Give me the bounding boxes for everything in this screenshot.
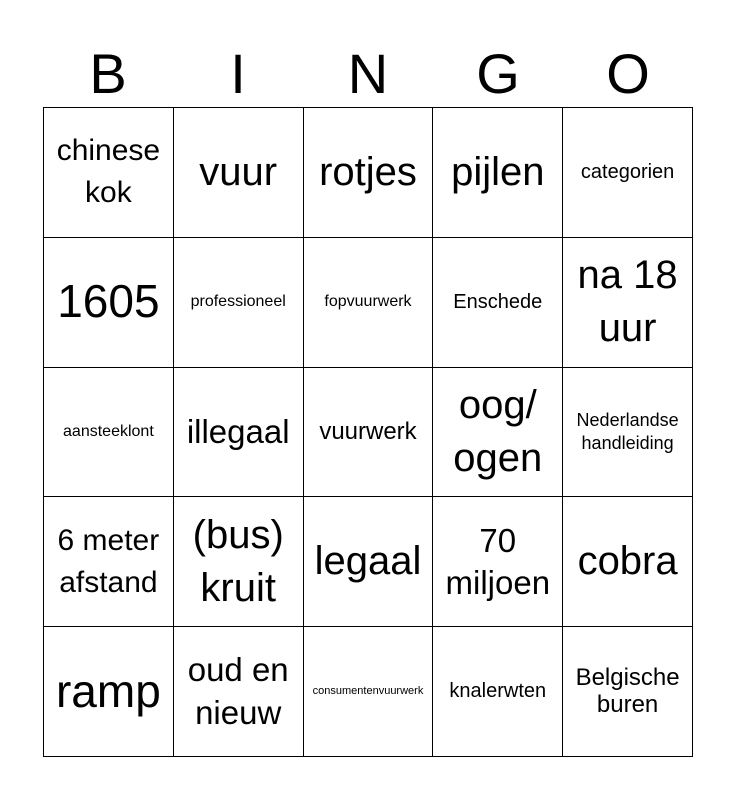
bingo-cell[interactable]: 1605 bbox=[44, 238, 174, 368]
bingo-cell[interactable]: 70 miljoen bbox=[433, 497, 563, 627]
bingo-cell[interactable]: oud en nieuw bbox=[174, 627, 304, 757]
bingo-cell[interactable]: ramp bbox=[44, 627, 174, 757]
bingo-cell[interactable]: Nederlandse handleiding bbox=[563, 368, 693, 498]
bingo-cell[interactable]: chinese kok bbox=[44, 108, 174, 238]
bingo-cell[interactable]: categorien bbox=[563, 108, 693, 238]
bingo-card bbox=[43, 107, 693, 757]
bingo-cell[interactable]: consumentenvuurwerk bbox=[304, 627, 434, 757]
bingo-cell[interactable]: vuur bbox=[174, 108, 304, 238]
bingo-cell[interactable]: fopvuurwerk bbox=[304, 238, 434, 368]
bingo-cell[interactable]: 6 meter afstand bbox=[44, 497, 174, 627]
bingo-cell[interactable]: (bus) kruit bbox=[174, 497, 304, 627]
bingo-cell[interactable]: aansteeklont bbox=[44, 368, 174, 498]
header-letter-o: O bbox=[606, 42, 650, 105]
header-letter-i: I bbox=[230, 42, 246, 105]
bingo-cell[interactable]: Enschede bbox=[433, 238, 563, 368]
bingo-cell[interactable]: vuurwerk bbox=[304, 368, 434, 498]
bingo-cell[interactable]: na 18 uur bbox=[563, 238, 693, 368]
bingo-cell[interactable]: illegaal bbox=[174, 368, 304, 498]
header-letter-g: G bbox=[476, 42, 520, 105]
bingo-cell[interactable]: Belgische buren bbox=[563, 627, 693, 757]
bingo-cell[interactable]: cobra bbox=[563, 497, 693, 627]
bingo-cell[interactable]: legaal bbox=[304, 497, 434, 627]
bingo-cell[interactable]: oog/ ogen bbox=[433, 368, 563, 498]
bingo-cell[interactable]: knalerwten bbox=[433, 627, 563, 757]
header-letter-b: B bbox=[89, 42, 127, 105]
bingo-cell[interactable]: rotjes bbox=[304, 108, 434, 238]
header-letter-n: N bbox=[347, 42, 389, 105]
bingo-header bbox=[43, 42, 693, 106]
bingo-cell[interactable]: pijlen bbox=[433, 108, 563, 238]
bingo-cell[interactable]: professioneel bbox=[174, 238, 304, 368]
